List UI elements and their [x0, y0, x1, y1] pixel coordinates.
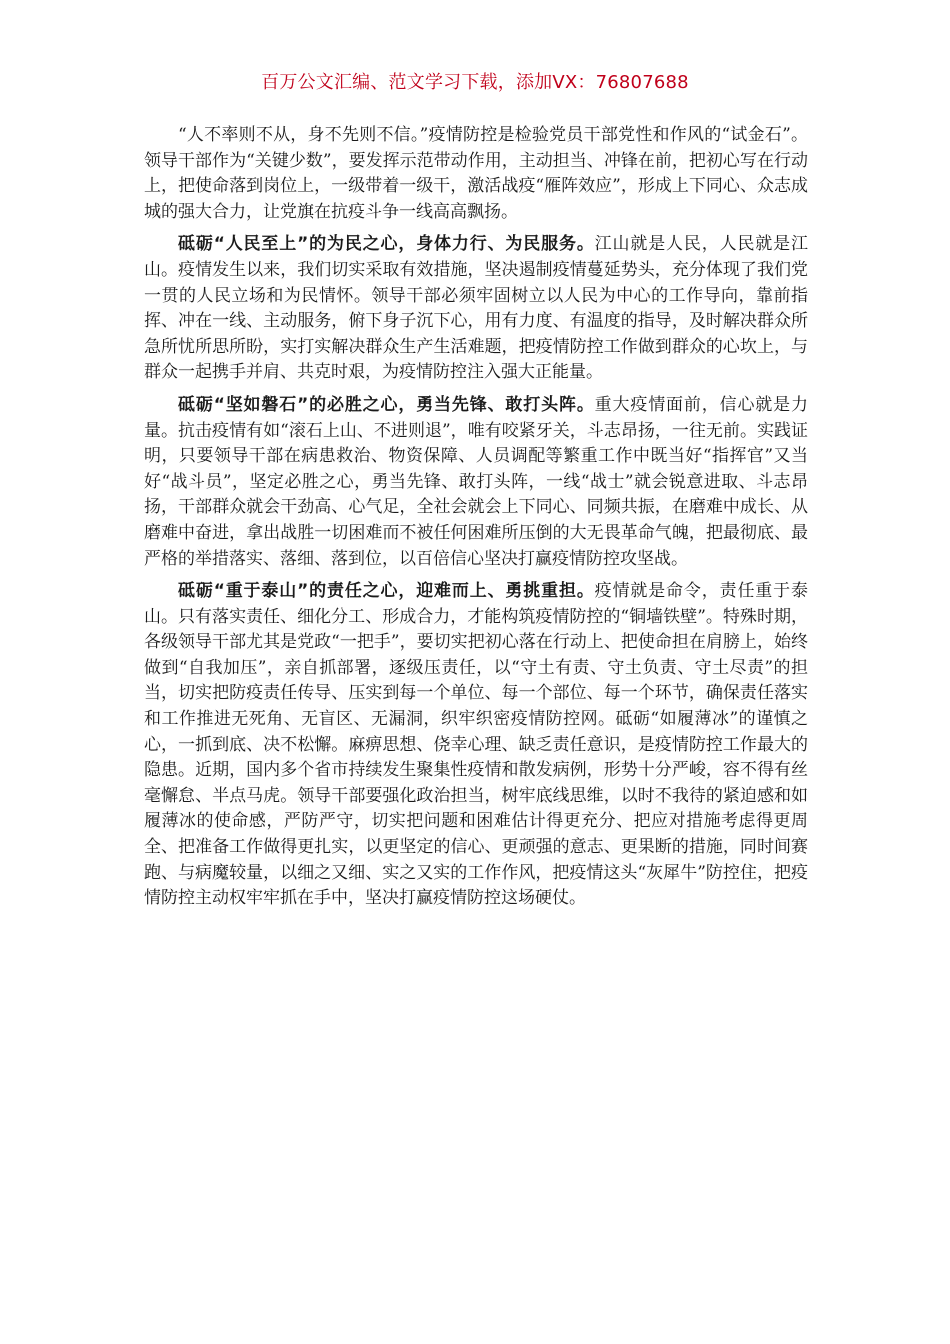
article-body: [144, 123, 808, 919]
paragraph-text: 重大疫情面前，信心就是力量。抗击疫情有如“滚石上山、不进则退”，唯有咬紧牙关，斗志昂扬，一往无前。实践证明，只要领导干部在病患救治、物资保障、人员调配等繁重工作中既当好“指挥官”又当好“战斗员”，坚定必胜之心，勇当先锋、敢打头阵，一线“战士”就会锐意进取、斗志昂扬，干部群众就会干劲高、心气足，全社会就会上下同心、同频共振，在磨难中成长、从磨难中奋进，拿出战胜一切困难而不被任何困难所压倒的大无畏革命气魄，把最彻底、最严格的举措落实、落细、落到位，以百倍信心坚决打赢疫情防控攻坚战。: [144, 394, 808, 569]
paragraph-text: 江山就是人民，人民就是江山。疫情发生以来，我们切实采取有效措施，坚决遏制疫情蔓延势头，充分体现了我们党一贯的人民立场和为民情怀。领导干部必须牢固树立以人民为中心的工作导向，靠前指挥、冲在一线、主动服务，俯下身子沉下心，用有力度、有温度的指导，及时解决群众所急所忧所思所盼，实打实解决群众生产生活难题，把疫情防控工作做到群众的心坎上，与群众一起携手并肩、共克时艰，为疫情防控注入强大正能量。: [144, 234, 808, 383]
paragraph-text: “人不率则不从，身不先则不信。”疫情防控是检验党员干部党性和作风的“试金石”。领导干部作为“关键少数”，要发挥示范带动作用，主动担当、冲锋在前，把初心写在行动上，把使命落到岗位上，一级带着一级干，激活战疫“雁阵效应”，形成上下同心、众志成城的强大合力，让党旗在抗疫斗争一线高高飘扬。: [144, 125, 808, 222]
paragraph-lead: 砥砺“人民至上”的为民之心，身体力行、为民服务。: [178, 234, 595, 255]
paragraph-lead: 砥砺“重于泰山”的责任之心，迎难而上、勇挑重担。: [178, 581, 595, 602]
paragraph-4: [144, 579, 808, 912]
paragraph-2: [144, 232, 808, 386]
paragraph-text: 疫情就是命令，责任重于泰山。只有落实责任、细化分工、形成合力，才能构筑疫情防控的“铜墙铁壁”。特殊时期，各级领导干部尤其是党政“一把手”，要切实把初心落在行动上、把使命担在肩膀上，始终做到“自我加压”，亲自抓部署，逐级压责任，以“守土有责、守土负责、守土尽责”的担当，切实把防疫责任传导、压实到每一个单位、每一个部位、每一个环节，确保责任落实和工作推进无死角、无盲区、无漏洞，织牢织密疫情防控网。砥砺“如履薄冰”的谨慎之心，一抓到底、决不松懈。麻痹思想、侥幸心理、缺乏责任意识，是疫情防控工作最大的隐患。近期，国内多个省市持续发生聚集性疫情和散发病例，形势十分严峻，容不得有丝毫懈怠、半点马虎。领导干部要强化政治担当，树牢底线思维，以时不我待的紧迫感和如履薄冰的使命感，严防严守，切实把问题和困难估计得更充分、把应对措施考虑得更周全、把准备工作做得更扎实，以更坚定的信心、更顽强的意志、更果断的措施，同时间赛跑、与病魔较量，以细之又细、实之又实的工作作风，把疫情这头“灰犀牛”防控住，把疫情防控主动权牢牢抓在手中，坚决打赢疫情防控这场硬仗。: [144, 581, 808, 909]
paragraph-lead: 砥砺“坚如磐石”的必胜之心，勇当先锋、敢打头阵。: [178, 394, 595, 415]
watermark-header: 百万公文汇编、范文学习下载，添加VX：76807688: [261, 72, 689, 93]
paragraph-3: [144, 393, 808, 572]
paragraph-1: [144, 123, 808, 225]
